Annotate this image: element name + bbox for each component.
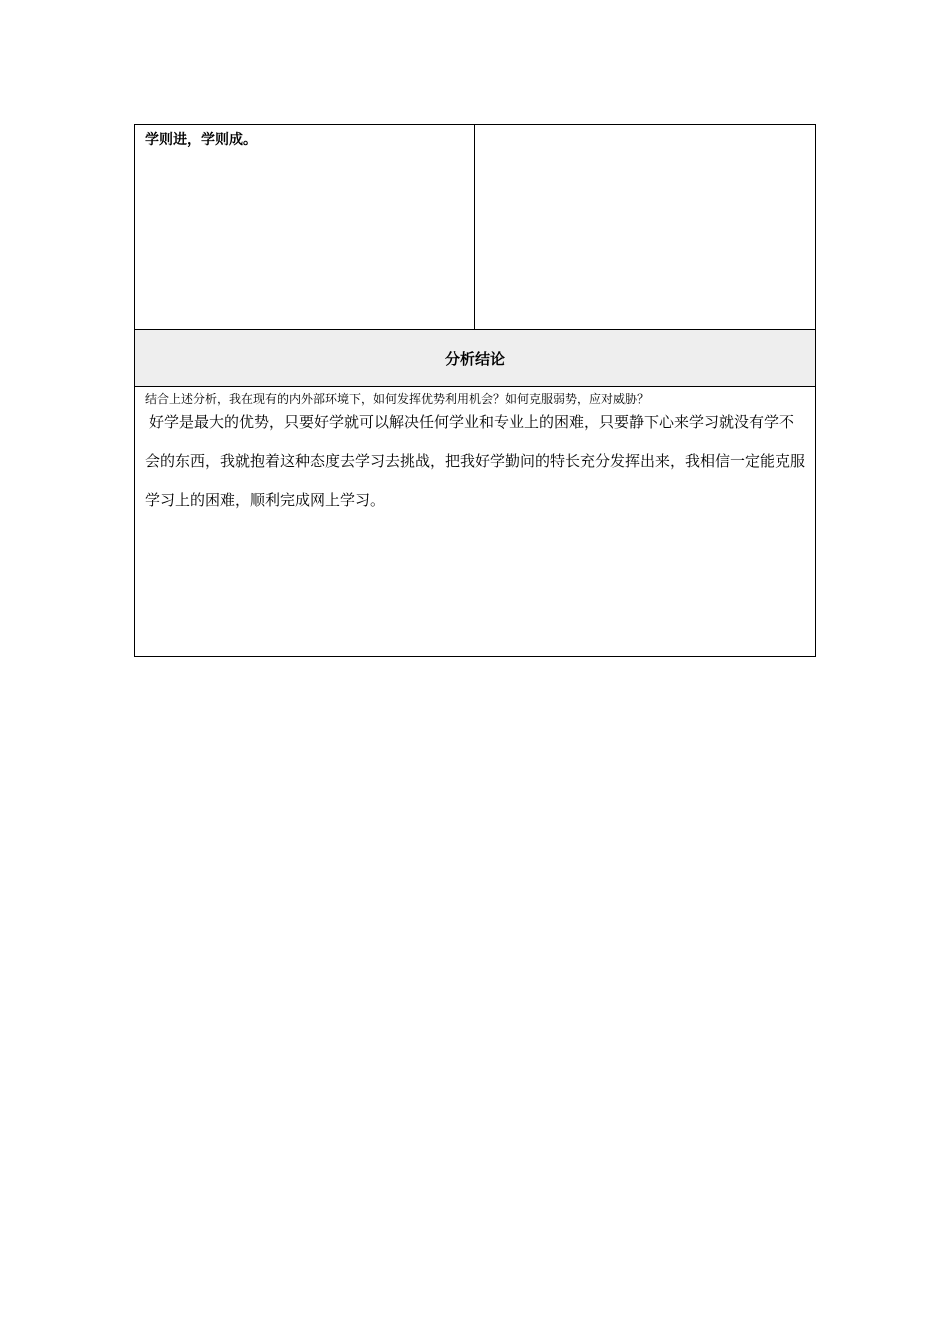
- table-row: [135, 330, 816, 387]
- conclusion-cell: [135, 387, 816, 657]
- motto-text: 学则进，学则成。: [145, 132, 257, 148]
- analysis-table: [134, 124, 816, 657]
- conclusion-question: 结合上述分析，我在现有的内外部环境下，如何发挥优势利用机会？如何克服弱势，应对威胁？: [145, 392, 650, 406]
- section-title: 分析结论: [444, 349, 505, 368]
- table-row: [135, 387, 816, 657]
- table-row: [135, 125, 816, 330]
- table-cell-right: [475, 125, 816, 330]
- conclusion-answer: 好学是最大的优势，只要好学就可以解决任何学业和专业上的困难，只要静下心来学习就没有学不会的东西，我就抱着这种态度去学习去挑战，把我好学勤问的特长充分发挥出来，我相信一定能克服学习上的困难，顺利完成网上学习。: [145, 413, 806, 509]
- section-header-cell: [135, 330, 816, 387]
- table-cell-left: [135, 125, 475, 330]
